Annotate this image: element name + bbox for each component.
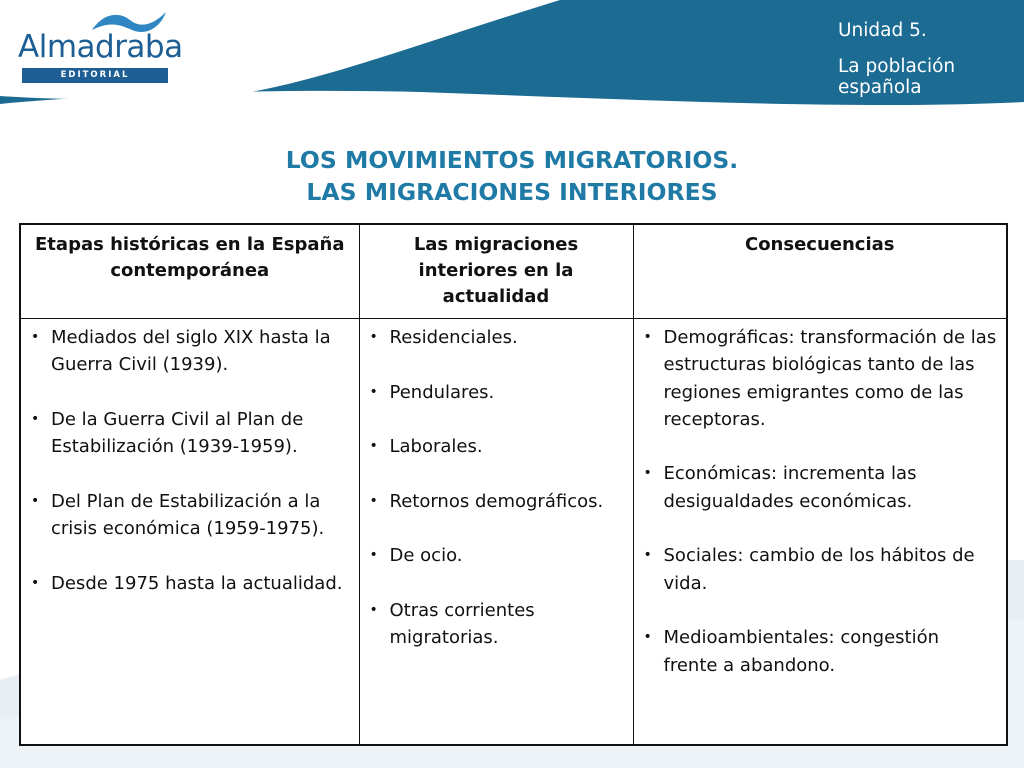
list-item: • Del Plan de Estabilización a la crisis económica (1959-1975). <box>51 488 351 543</box>
list <box>29 324 351 597</box>
logo-tagline: EDITORIAL <box>22 68 168 83</box>
list-item: • Otras corrientes migratorias. <box>390 597 625 652</box>
publisher-logo <box>18 8 183 80</box>
list-item: • Mediados del siglo XIX hasta la Guerra Civil (1939). <box>51 324 351 379</box>
unit-header <box>838 20 1008 98</box>
list-item: • Desde 1975 hasta la actualidad. <box>51 570 351 597</box>
list-item: • Laborales. <box>390 433 625 460</box>
unit-label: Unidad 5. <box>838 20 927 41</box>
list-item: • Medioambientales: congestión frente a abandono. <box>664 624 999 679</box>
list-item: • Pendulares. <box>390 379 625 406</box>
list-item: • Demográficas: transformación de las estructuras biológicas tanto de las regiones emigrantes como de las receptoras. <box>664 324 999 433</box>
table-row <box>20 319 1007 745</box>
slide-title <box>0 144 1024 208</box>
title-line-1: LOS MOVIMIENTOS MIGRATORIOS. <box>285 146 739 174</box>
list-item: • Retornos demográficos. <box>390 488 625 515</box>
column-current-migrations <box>359 319 633 745</box>
header-consequences: Consecuencias <box>633 224 1007 319</box>
logo-wordmark: Almadraba <box>18 29 183 65</box>
migrations-table <box>19 223 1008 746</box>
column-consequences <box>633 319 1007 745</box>
list <box>368 324 625 652</box>
list-item: • De la Guerra Civil al Plan de Estabilización (1939-1959). <box>51 406 351 461</box>
title-line-2: LAS MIGRACIONES INTERIORES <box>306 178 718 206</box>
unit-subtitle: La población española <box>838 56 956 98</box>
list-item: • Sociales: cambio de los hábitos de vida. <box>664 542 999 597</box>
list-item: • De ocio. <box>390 542 625 569</box>
list-item: • Residenciales. <box>390 324 625 351</box>
table-header-row <box>20 224 1007 319</box>
list <box>642 324 999 679</box>
header-current-migrations: Las migraciones interiores en la actualidad <box>359 224 633 319</box>
list-item: • Económicas: incrementa las desigualdades económicas. <box>664 460 999 515</box>
header-historical-stages: Etapas históricas en la España contemporánea <box>20 224 359 319</box>
column-historical-stages <box>20 319 359 745</box>
